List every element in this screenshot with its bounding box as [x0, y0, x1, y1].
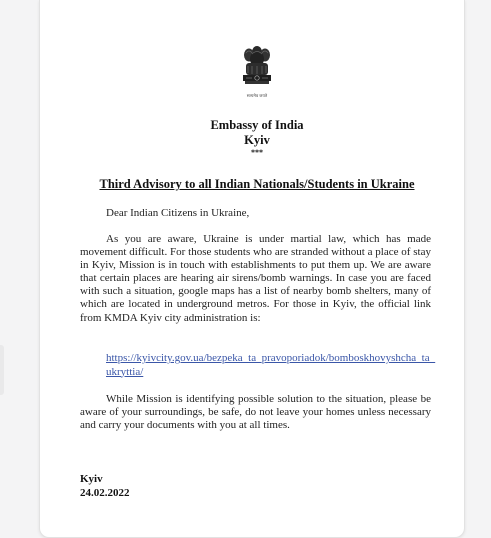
signoff-place: Kyiv — [80, 473, 103, 485]
office-city: Kyiv — [244, 133, 270, 147]
signoff-block — [80, 473, 130, 500]
office-name: Embassy of India — [210, 118, 304, 132]
left-panel-edge — [0, 345, 4, 395]
header-separator: *** — [251, 148, 263, 157]
advisory-paragraph-1: As you are aware, Ukraine is under martial law, which has made movement difficult. For those students who are stranded without a place of stay in Kyiv, Mission is in touch with establishments to put them up. We are aware that certain places are hearing air sirens/bomb warnings. In case you are faced with such a situation, google maps has a list of nearby bomb shelters, many of which are located in underground metros. For those in Kyiv, the official link from KMDA Kyiv city administration is: — [80, 233, 431, 324]
letterhead-header — [40, 118, 474, 158]
salutation: Dear Indian Citizens in Ukraine, — [106, 207, 250, 219]
advisory-paragraph-2: While Mission is identifying possible solution to the situation, please be aware of your surroundings, be safe, do not leave your homes unless necessary and carry your documents with you at all times. — [80, 393, 431, 432]
emblem-motto: सत्यमेव जयते — [246, 93, 268, 98]
kmda-shelter-link[interactable]: https://kyivcity.gov.ua/bezpeka_ta_pravoporiadok/bomboskhovyshcha_ta_ukryttia/ — [106, 352, 436, 378]
advisory-document — [39, 0, 465, 538]
advisory-title: Third Advisory to all Indian Nationals/Students in Ukraine — [99, 177, 415, 191]
signoff-date: 24.02.2022 — [80, 486, 130, 499]
